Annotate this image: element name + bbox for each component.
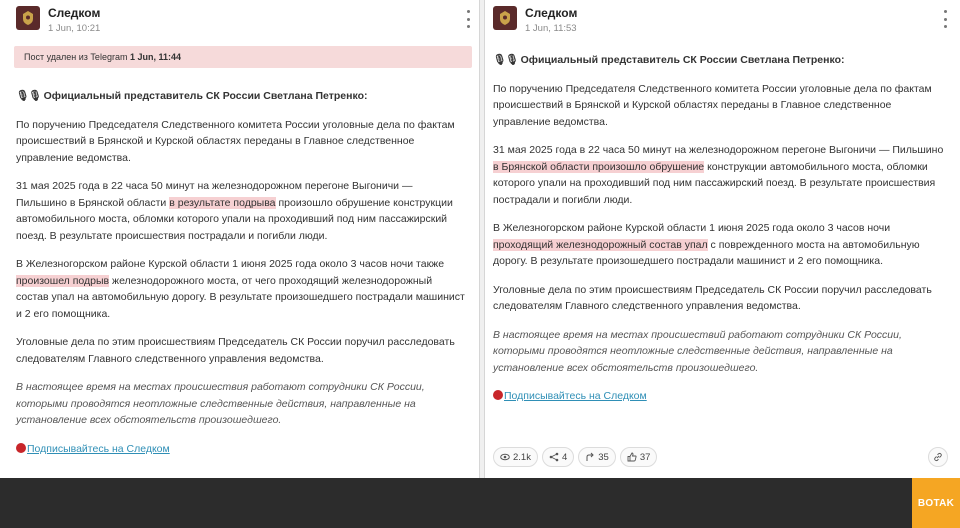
thumbs-up-icon bbox=[627, 452, 637, 462]
more-options-icon[interactable] bbox=[463, 10, 473, 28]
channel-name[interactable]: Следком bbox=[525, 6, 578, 20]
highlight-blast-2: произошел подрыв bbox=[16, 274, 110, 287]
paragraph-3: В Железногорском районе Курской области 1 июня 2025 года около 3 часов ночи проходящий железнодорожный состав упал с поврежденного моста на автомобильную дорогу. В результате произошедшего пострадали машинист и 2 его помощника. bbox=[493, 222, 920, 267]
post-header bbox=[485, 0, 960, 40]
emblem-icon bbox=[19, 9, 37, 27]
channel-avatar[interactable] bbox=[493, 6, 517, 30]
highlight-blast: в результате подрыва bbox=[169, 196, 276, 209]
likes-chip[interactable] bbox=[620, 447, 658, 467]
paragraph-4: Уголовные дела по этим происшествиям Председатель СК России поручил расследовать следователям Главного следственного управления ведомства. bbox=[493, 283, 932, 312]
paragraph-1: По поручению Председателя Следственного комитета России уголовные дела по фактам происшествий в Брянской и Курской областях переданы в Главное следственное управление ведомства. bbox=[16, 118, 455, 164]
copy-link-button[interactable] bbox=[928, 447, 948, 467]
forwards-chip[interactable] bbox=[578, 447, 616, 467]
subscribe-link[interactable]: Подписывайтесь на Следком bbox=[27, 442, 170, 455]
red-circle-icon bbox=[493, 390, 503, 400]
microphone-icon: 🎙🎙 bbox=[493, 54, 518, 66]
shares-count: 4 bbox=[561, 451, 568, 463]
post-stats bbox=[493, 447, 657, 467]
shares-chip[interactable] bbox=[542, 447, 574, 467]
botak-logo: BOTAK bbox=[912, 478, 960, 528]
forward-icon bbox=[585, 452, 595, 462]
post-header bbox=[0, 0, 479, 40]
post-body bbox=[493, 52, 945, 417]
eye-icon bbox=[500, 452, 510, 462]
paragraph-1: По поручению Председателя Следственного комитета России уголовные дела по фактам происшествий в Брянской и Курской областях переданы в Главное следственное управление ведомства. bbox=[493, 82, 932, 128]
paragraph-5: В настоящее время на местах происшествий работают сотрудники СК России, которыми проводятся неотложные следственные действия, направленные на установление всех обстоятельств произошедшего. bbox=[493, 328, 902, 374]
share-icon bbox=[549, 452, 559, 462]
channel-avatar[interactable] bbox=[16, 6, 40, 30]
deleted-banner bbox=[14, 46, 472, 68]
link-icon bbox=[933, 452, 943, 462]
highlight-collapse: в Брянской области произошло обрушение bbox=[493, 160, 705, 173]
paragraph-2: 31 мая 2025 года в 22 часа 50 минут на железнодорожном перегоне Выгоничи — Пильшино в Брянской области в результате подрыва произошло обрушение конструкции автомобильного моста, обломки которого упали на проходивший под ним пассажирский поезд. В результате происшествия пострадали и погибли люди. bbox=[16, 180, 453, 242]
deleted-time: 1 Jun, 11:44 bbox=[129, 52, 181, 62]
paragraph-4: Уголовные дела по этим происшествиям Председатель СК России поручил расследовать следователям Главного следственного управления ведомства. bbox=[16, 336, 455, 365]
red-circle-icon bbox=[16, 443, 26, 453]
post-date: 1 Jun, 11:53 bbox=[525, 23, 577, 34]
views-chip[interactable] bbox=[493, 447, 538, 467]
paragraph-5: В настоящее время на местах происшествия работают сотрудники СК России, которыми проводятся неотложные следственные действия, направленные на установление всех обстоятельств произошедшего. bbox=[16, 381, 425, 426]
likes-count: 37 bbox=[639, 451, 651, 463]
paragraph-2: 31 мая 2025 года в 22 часа 50 минут на железнодорожном перегоне Выгоничи — Пильшино в Брянской области произошло обрушение конструкции автомобильного моста, обломки которого упали на проходивший под ним пассажирский поезд. В результате происшествия пострадали и погибли люди. bbox=[493, 144, 944, 206]
post-date: 1 Jun, 10:21 bbox=[48, 23, 101, 34]
post-panel-edited bbox=[484, 0, 960, 478]
post-heading: Официальный представитель СК России Светлана Петренко: bbox=[43, 90, 368, 102]
footer-bar bbox=[0, 478, 960, 528]
emblem-icon bbox=[496, 9, 514, 27]
paragraph-3: В Железногорском районе Курской области 1 июня 2025 года около 3 часов ночи также произошел подрыв железнодорожного моста, от чего проходящий железнодорожный состав упал на автомобильную дорогу. В результате произошедшего пострадали машинист и 2 его помощника. bbox=[16, 258, 465, 320]
deleted-text: Пост удален из Telegram bbox=[24, 52, 128, 62]
views-count: 2.1k bbox=[513, 451, 531, 463]
microphone-icon: 🎙🎙 bbox=[16, 90, 41, 102]
subscribe-link[interactable]: Подписывайтесь на Следком bbox=[504, 390, 647, 402]
channel-name[interactable]: Следком bbox=[48, 6, 101, 20]
post-panel-original bbox=[0, 0, 480, 478]
forwards-count: 35 bbox=[598, 451, 609, 463]
highlight-train-fell: проходящий железнодорожный состав упал bbox=[493, 238, 708, 251]
post-heading: Официальный представитель СК России Светлана Петренко: bbox=[520, 54, 845, 66]
subscribe-line bbox=[16, 441, 466, 458]
more-options-icon[interactable] bbox=[940, 10, 950, 28]
subscribe-line bbox=[493, 388, 945, 405]
post-body bbox=[16, 88, 466, 469]
